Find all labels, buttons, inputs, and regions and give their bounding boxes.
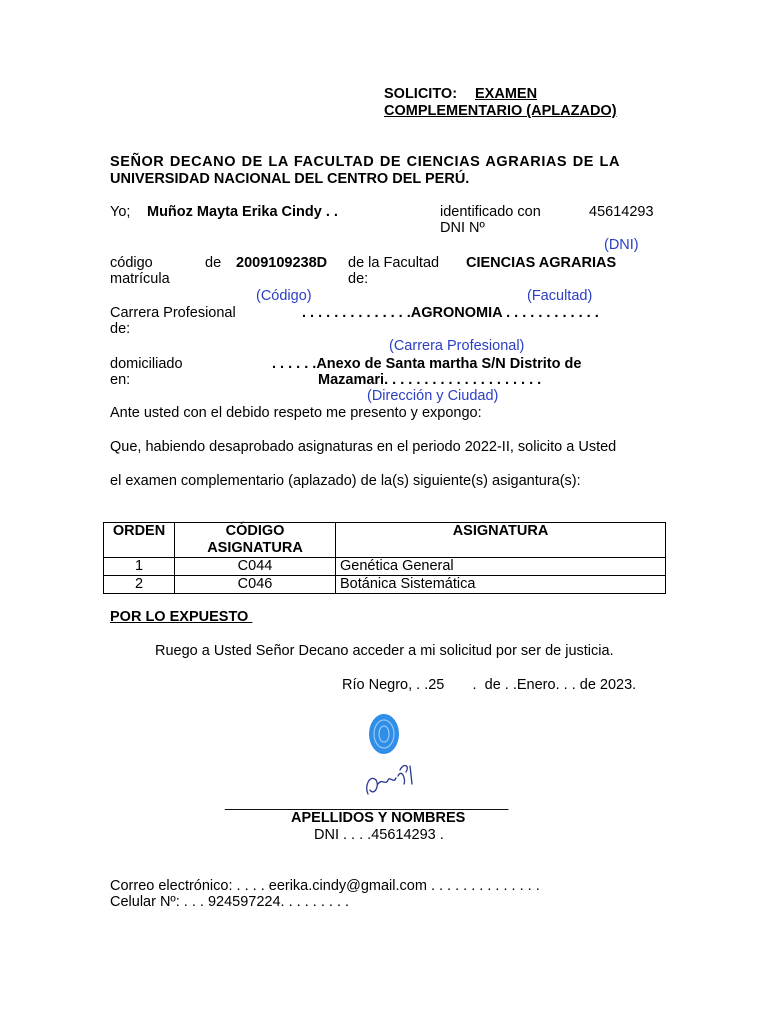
- place-date: Río Negro, . .25 . de . .Enero. . . de 2023.: [342, 677, 637, 693]
- carrera-hint: (Carrera Profesional): [389, 338, 525, 354]
- addressee-line1: SEÑOR DECANO DE LA FACULTAD DE CIENCIAS AGRARIAS DE LA: [110, 154, 620, 170]
- domicilio-value-line2: Mazamari. . . . . . . . . . . . . . . . . . . .: [318, 372, 542, 388]
- cell-orden: 1: [104, 558, 175, 576]
- body-paragraph-1: Que, habiendo desaprobado asignaturas en el periodo 2022-II, solicito a Usted: [110, 439, 617, 455]
- carrera-label-de: de:: [110, 321, 131, 337]
- table-row: [104, 576, 666, 594]
- ruego-text: Ruego a Usted Señor Decano acceder a mi solicitud por ser de justicia.: [155, 643, 614, 659]
- facultad-value: CIENCIAS AGRARIAS: [466, 255, 617, 271]
- yo-label: Yo;: [110, 204, 131, 220]
- signature-line: ____________________________________: [225, 795, 509, 811]
- dni-label: DNI Nº: [440, 220, 485, 236]
- cell-asignatura: Genética General: [336, 558, 666, 576]
- codigo-hint: (Código): [256, 288, 312, 304]
- names-label: APELLIDOS Y NOMBRES: [291, 810, 466, 826]
- table-header-row: [104, 523, 666, 558]
- identificado-label: identificado con: [440, 204, 541, 220]
- intro-text: Ante usted con el debido respeto me presento y expongo:: [110, 405, 482, 421]
- cell-codigo: C046: [175, 576, 336, 594]
- carrera-value: . . . . . . . . . . . . . .AGRONOMIA . . . . . . . . . . . .: [302, 305, 599, 321]
- facultad-label-de: de:: [348, 271, 369, 287]
- solicito-subject-line1: EXAMEN: [475, 86, 538, 102]
- solicito-subject-line2: COMPLEMENTARIO (APLAZADO): [384, 103, 617, 119]
- header-codigo: CÓDIGO ASIGNATURA: [175, 523, 336, 558]
- codigo-value: 2009109238D: [236, 255, 328, 271]
- cell-asignatura: Botánica Sistemática: [336, 576, 666, 594]
- addressee-line2: UNIVERSIDAD NACIONAL DEL CENTRO DEL PERÚ.: [110, 171, 470, 187]
- header-asignatura: ASIGNATURA: [336, 523, 666, 558]
- cell-orden: 2: [104, 576, 175, 594]
- signature-dni: DNI . . . .45614293 .: [314, 827, 444, 843]
- cell-codigo: C044: [175, 558, 336, 576]
- solicito-label: SOLICITO:: [384, 86, 458, 102]
- email-line: Correo electrónico: . . . . eerika.cindy@gmail.com . . . . . . . . . . . . . .: [110, 878, 540, 894]
- por-lo-expuesto: POR LO EXPUESTO: [110, 609, 253, 625]
- domicilio-label-en: en:: [110, 372, 131, 388]
- header-orden: ORDEN: [104, 523, 175, 558]
- applicant-name: Muñoz Mayta Erika Cindy . .: [147, 204, 338, 220]
- codigo-label: código: [110, 255, 153, 271]
- table-row: [104, 558, 666, 576]
- body-paragraph-2: el examen complementario (aplazado) de la(s) siguiente(s) asigantura(s):: [110, 473, 581, 489]
- codigo-label-de: de: [205, 255, 222, 271]
- facultad-label: de la Facultad: [348, 255, 440, 271]
- carrera-label: Carrera Profesional: [110, 305, 236, 321]
- dni-value: 45614293: [589, 204, 654, 220]
- matricula-label: matrícula: [110, 271, 170, 287]
- domicilio-label: domiciliado: [110, 356, 183, 372]
- domicilio-value-line1: . . . . . .Anexo de Santa martha S/N Distrito de: [272, 356, 582, 372]
- phone-line: Celular Nº: . . . 924597224. . . . . . . . .: [110, 894, 350, 910]
- subjects-table: [103, 522, 666, 594]
- facultad-hint: (Facultad): [527, 288, 593, 304]
- domicilio-hint: (Dirección y Ciudad): [367, 388, 499, 404]
- dni-hint: (DNI): [604, 237, 639, 253]
